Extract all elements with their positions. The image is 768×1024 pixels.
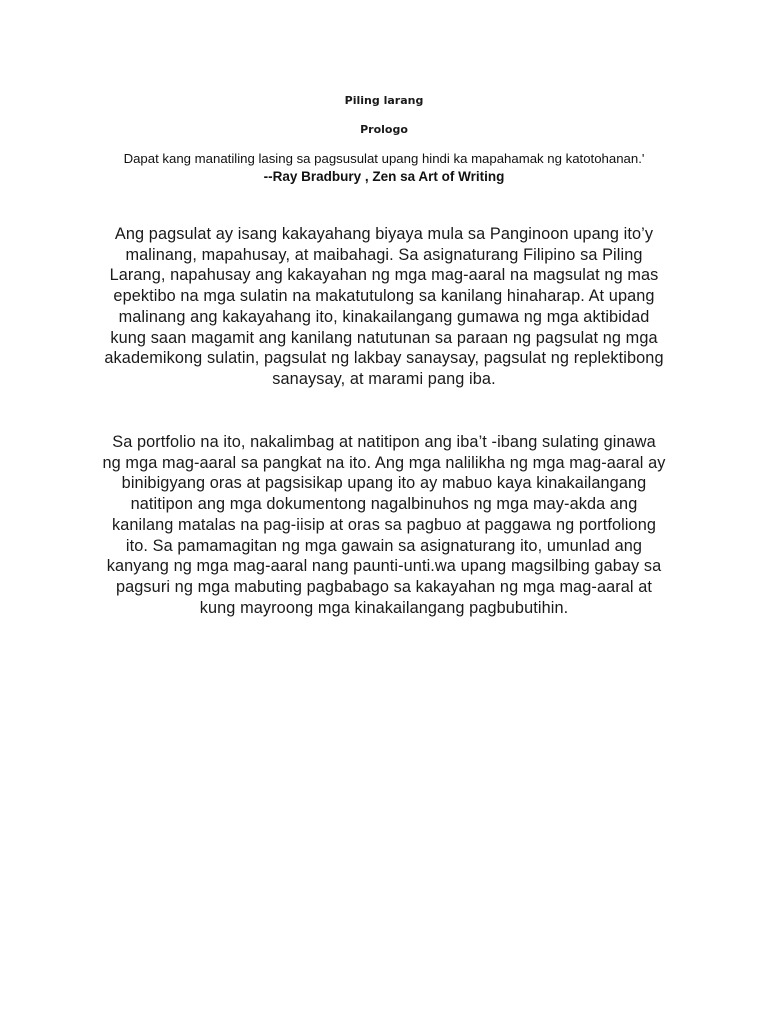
- document-title: Piling larang: [344, 94, 424, 107]
- paragraph-line: natitipon ang mga dokumentong nagalbinuhos ng mga may-akda ang: [130, 495, 638, 514]
- section-title: Prologo: [360, 123, 408, 136]
- paragraph-line: akademikong sulatin, pagsulat ng lakbay sanaysay, pagsulat ng replektibong: [104, 349, 664, 368]
- paragraph-line: pagsuri ng mga mabuting pagbabago sa kakayahan ng mga mag-aaral at: [115, 577, 653, 596]
- paragraph-line: kung saan magamit ang kanilang natutunan sa paraan ng pagsulat ng mga: [110, 328, 658, 347]
- paragraph-line: malinang, mapahusay, at maibahagi. Sa asignaturang Filipino sa Piling: [125, 245, 643, 264]
- paragraph-line: Ang pagsulat ay isang kakayahang biyaya mula sa Panginoon upang ito’y: [114, 225, 654, 243]
- paragraph-1: [84, 224, 684, 390]
- epigraph-quote: Dapat kang manatiling lasing sa pagsusulat upang hindi ka mapahamak ng katotohanan.': [123, 151, 645, 166]
- paragraph-line: malinang ang kakayahang ito, kinakailangang gumawa ng mga aktibidad: [118, 307, 650, 326]
- paragraph-line: Larang, napahusay ang kakayahan ng mga mag-aaral na magsulat ng mas: [109, 266, 659, 285]
- paragraph-line: kung mayroong mga kinakailangang pagbubutihin.: [199, 598, 569, 617]
- paragraph-line: kanilang matalas na pag-iisip at oras sa pagbuo at paggawa ng portfoliong: [111, 515, 657, 534]
- paragraph-2: [84, 432, 684, 618]
- epigraph-attribution: --Ray Bradbury , Zen sa Art of Writing: [263, 169, 505, 184]
- paragraph-line: epektibo na mga sulatin na makatutulong sa kanilang hinaharap. At upang: [113, 287, 655, 306]
- paragraph-line: Sa portfolio na ito, nakalimbag at natitipon ang iba’t -ibang sulating ginawa: [112, 433, 656, 451]
- paragraph-line: ito. Sa pamamagitan ng mga gawain sa asignaturang ito, umunlad ang: [125, 536, 643, 555]
- paragraph-line: ng mga mag-aaral sa pangkat na ito. Ang mga nalilikha ng mga mag-aaral ay: [102, 453, 666, 472]
- paragraph-line: kanyang ng mga mag-aaral nang paunti-unti.wa upang magsilbing gabay sa: [106, 557, 662, 576]
- paragraph-line: sanaysay, at marami pang iba.: [272, 369, 496, 388]
- paragraph-line: binibigyang oras at pagsisikap upang ito ay mabuo kaya kinakailangang: [121, 474, 647, 493]
